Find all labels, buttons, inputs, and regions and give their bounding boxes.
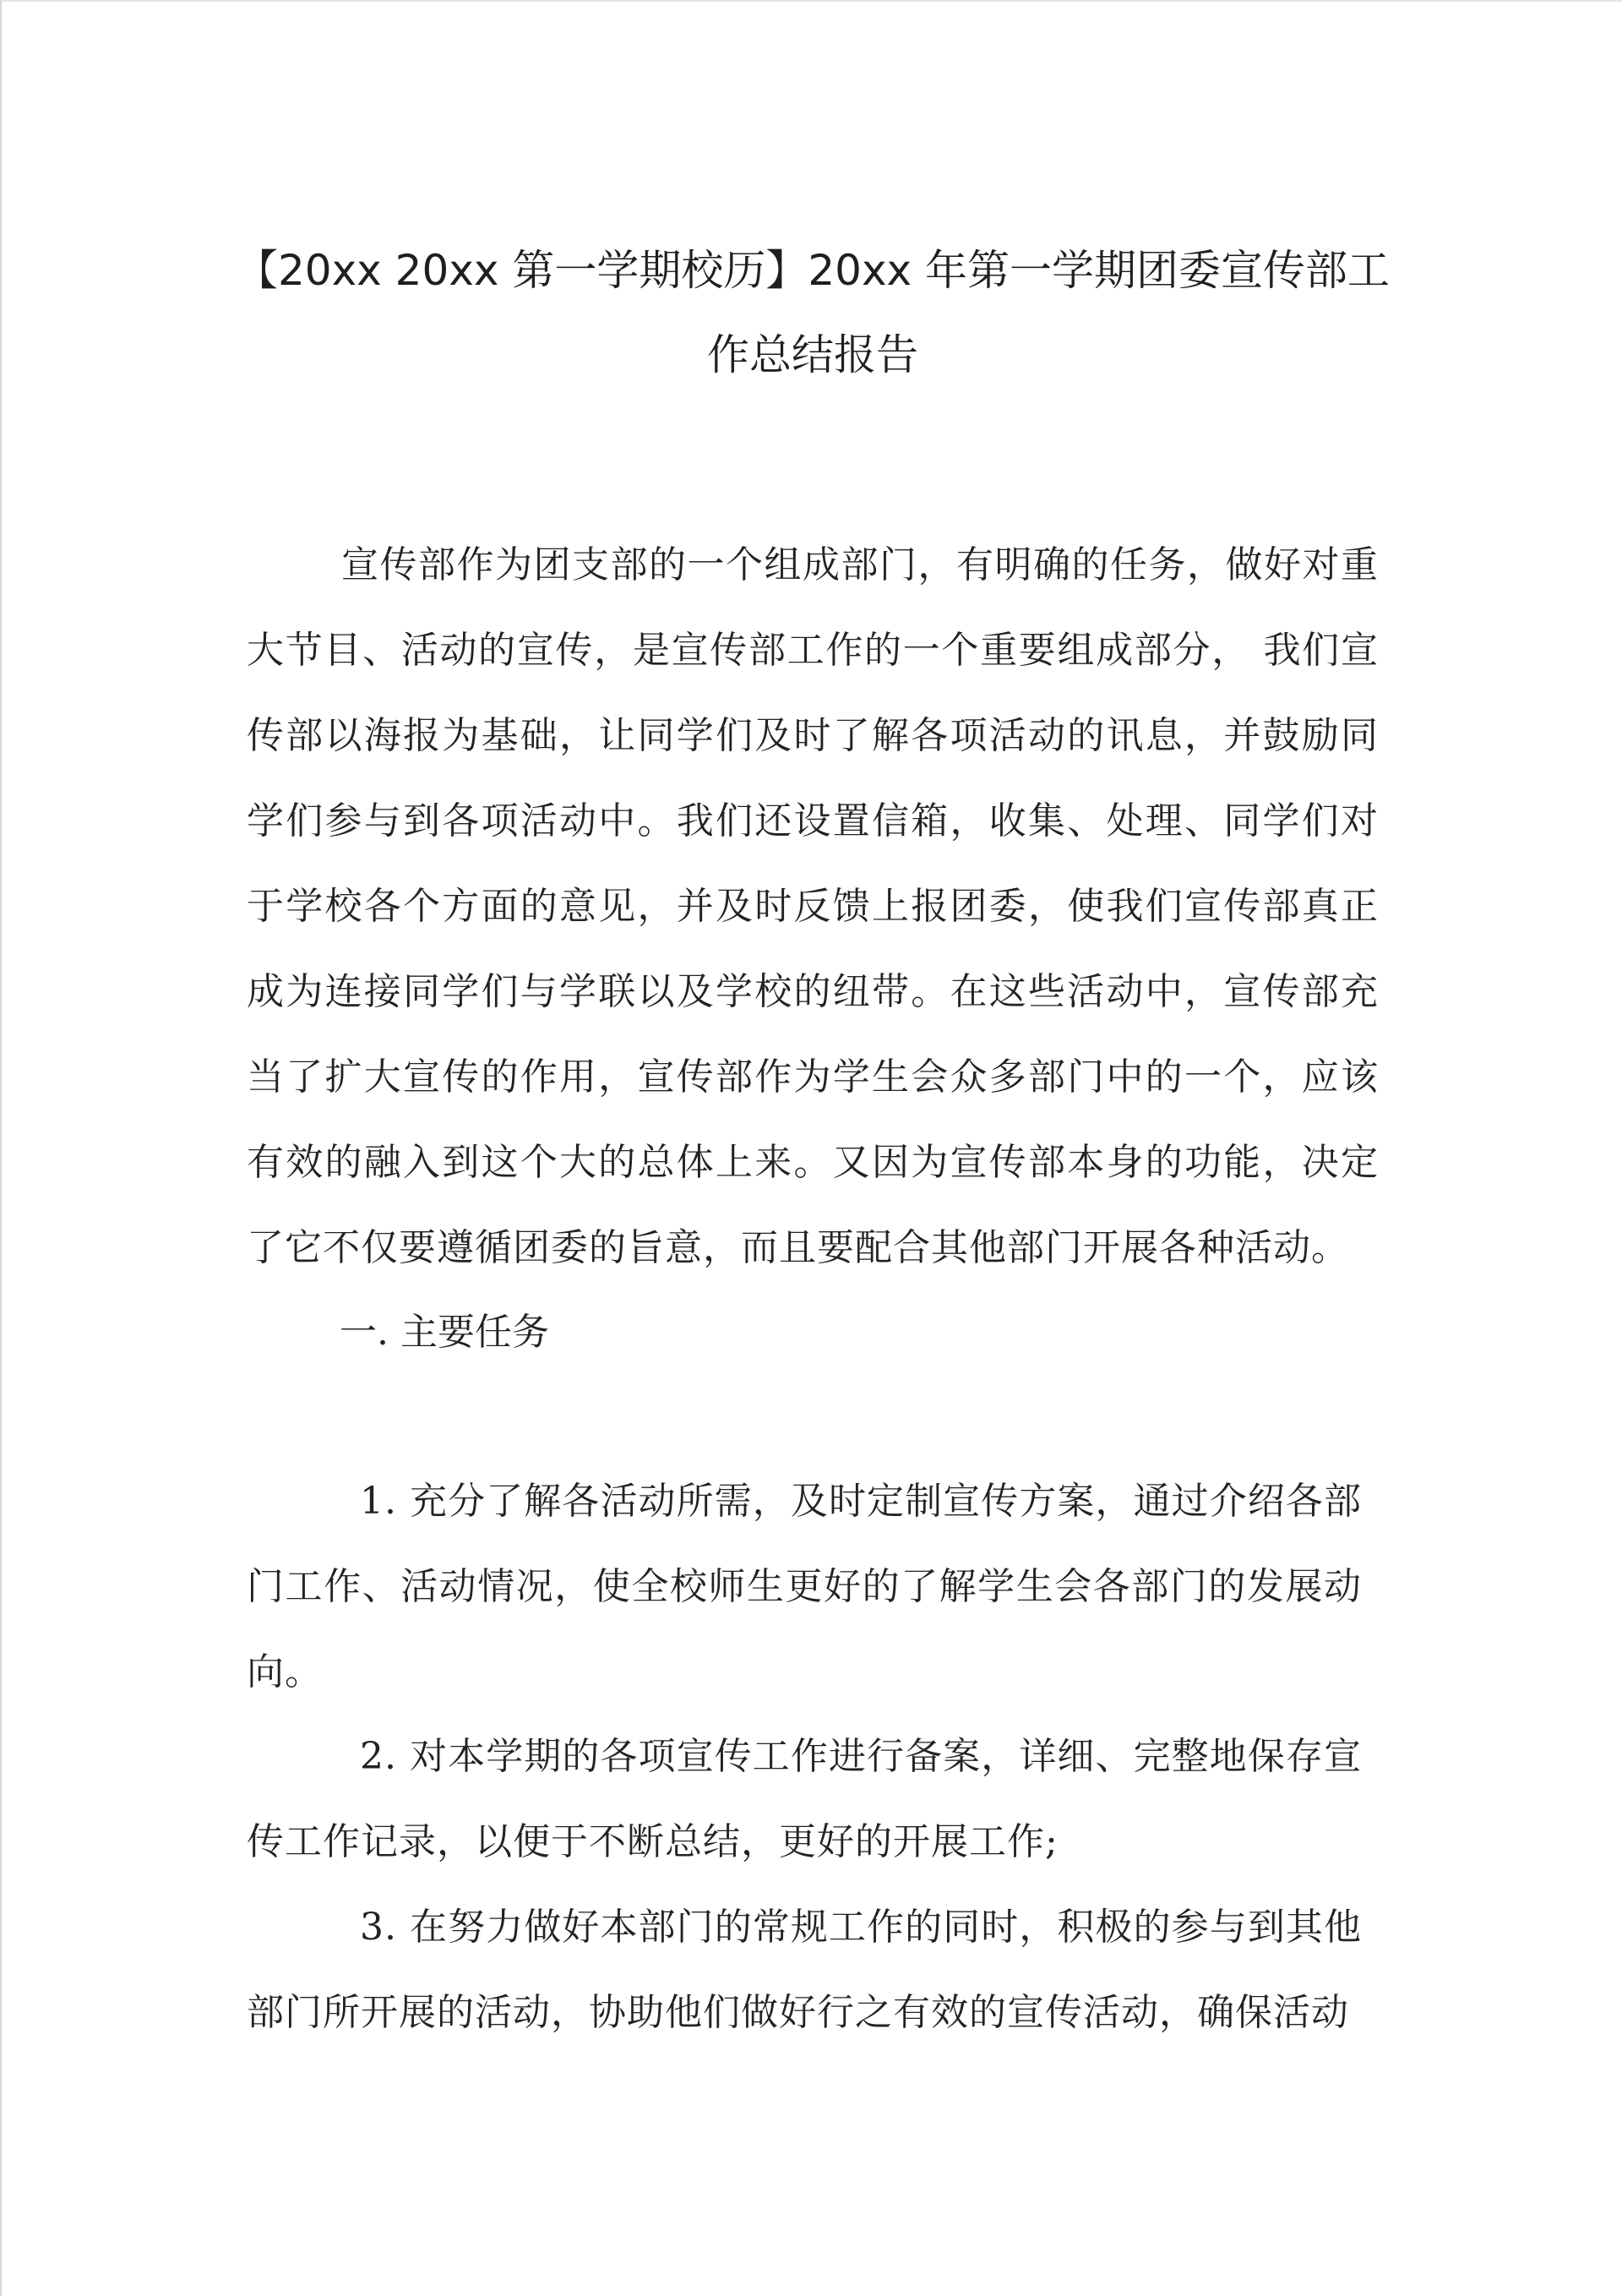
task-item-3: 3. 在努力做好本部门的常规工作的同时，积极的参与到其他部门所开展的活动，协助他们做好行之有效的宣传活动，确保活动 bbox=[247, 1906, 1362, 2034]
document-title-line-1: 【20xx 20xx 第一学期校历】20xx 年第一学期团委宣传部工 bbox=[235, 246, 1391, 295]
task-item-1: 1. 充分了解各活动所需，及时定制宣传方案，通过介绍各部门工作、活动情况，使全校师生更好的了解学生会各部门的发展动向。 bbox=[247, 1480, 1362, 1693]
intro-paragraph: 宣传部作为团支部的一个组成部门，有明确的任务，做好对重大节目、活动的宣传，是宣传部工作的一个重要组成部分， 我们宣传部以海报为基础，让同学们及时了解各项活动的讯息，并鼓励同学们参与到各项活动中。我们还设置信箱，收集、处理、同学们对于学校各个方面的意见，并及时反馈上报团委，使我们宣传部真正成为连接同学们与学联以及学校的纽带。在这些活动中，宣传部充当了扩大宣传的作用，宣传部作为学生会众多部门中的一个，应该有效的融入到这个大的总体上来。又因为宣传部本身的功能，决定了它不仅要遵循团委的旨意，而且要配合其他部门开展各种活动。 bbox=[247, 543, 1379, 1269]
section-heading: 一. 主要任务 bbox=[340, 1311, 549, 1354]
task-item-2: 2. 对本学期的各项宣传工作进行备案，详细、完整地保存宣传工作记录，以便于不断总结，更好的开展工作; bbox=[247, 1735, 1362, 1863]
document-title-line-2: 作总结报告 bbox=[707, 330, 918, 379]
